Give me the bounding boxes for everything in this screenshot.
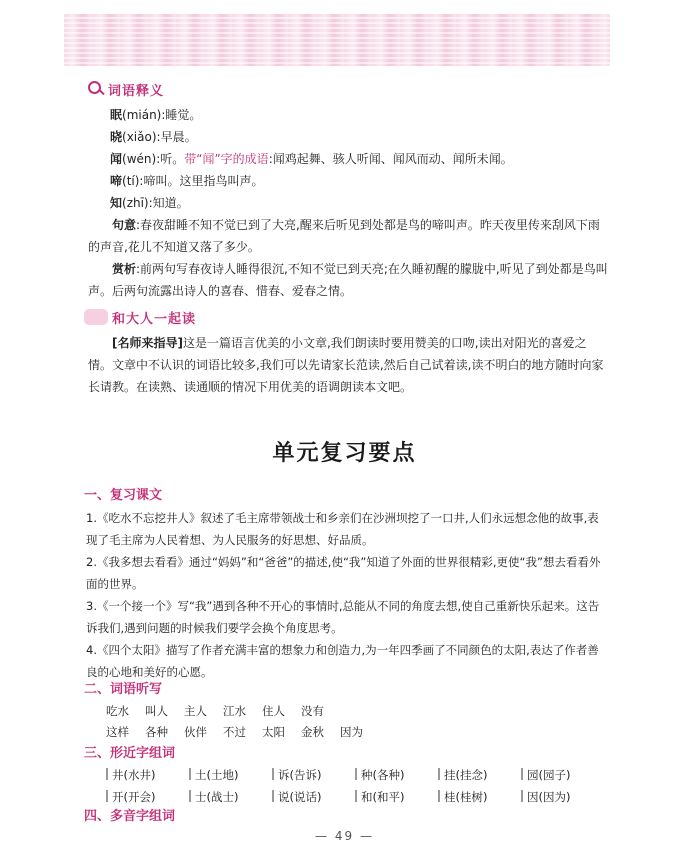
vocab-item: 眠(mián):睡觉。 <box>110 108 202 122</box>
dictation-word: 不过 <box>223 725 246 739</box>
dictation-word: 住人 <box>262 704 285 718</box>
similar-pair: 桂(桂树) <box>438 786 521 808</box>
read-section-header <box>84 308 196 326</box>
similar-row <box>106 764 604 786</box>
review-item: 1.《吃水不忘挖井人》叙述了毛主席带领战士和乡亲们在沙洲坝挖了一口井,人们永远想念他的故事,表现了毛主席为人民着想、为人民服务的好思想、好品质。 <box>86 511 599 547</box>
review-item: 2.《我多想去看看》通过“妈妈”和“爸爸”的描述,使“我”知道了外面的世界很精彩,更使“我”想去看看外面的世界。 <box>86 555 601 591</box>
vocab-list <box>110 104 610 214</box>
polyphonic-heading: 四、多音字组词 <box>84 809 176 824</box>
similar-pair: 因(因为) <box>521 786 604 808</box>
appreciation-paragraph: 赏析:前两句写春夜诗人睡得很沉,不知不觉已到天亮;在久睡初醒的朦胧中,听见了到处都是鸟叫声。后两句流露出诗人的喜春、惜春、爱春之情。 <box>88 262 608 298</box>
dictation-word: 伙伴 <box>184 725 207 739</box>
header-banner <box>64 14 610 66</box>
similar-pair: 诉(告诉) <box>272 764 355 786</box>
decor-icon <box>84 309 108 325</box>
idiom-note: 带“闻”字的成语 <box>184 152 269 166</box>
dictation-word: 太阳 <box>262 725 285 739</box>
vocab-item: 晓(xiǎo):早晨。 <box>110 130 197 144</box>
similar-pair: 井(水井) <box>106 764 189 786</box>
page-number: — 49 — <box>315 829 374 843</box>
similar-heading: 三、形近字组词 <box>84 746 176 761</box>
vocab-item: 闻(wén):听。带“闻”字的成语:闻鸡起舞、骇人听闻、闻风而动、闻所未闻。 <box>110 152 513 166</box>
vocab-item: 知(zhī):知道。 <box>110 196 189 210</box>
review-list <box>86 507 610 683</box>
similar-pair: 园(园子) <box>521 764 604 786</box>
unit-review-title: 单元复习要点 <box>272 441 417 466</box>
review-heading: 一、复习课文 <box>84 488 163 503</box>
dictation-word: 这样 <box>106 725 129 739</box>
similar-pair: 士(战士) <box>189 786 272 808</box>
similar-pair: 和(和平) <box>355 786 438 808</box>
similar-pair: 种(各种) <box>355 764 438 786</box>
dictation-word: 主人 <box>184 704 207 718</box>
similar-pair: 土(土地) <box>189 764 272 786</box>
dictation-word: 吃水 <box>106 704 129 718</box>
dictation-row <box>106 721 379 743</box>
meaning-paragraph: 句意:春夜甜睡不知不觉已到了大亮,醒来后听见到处都是鸟的啼叫声。昨天夜里传来刮风下雨的声音,花儿不知道又落了多少。 <box>88 218 600 254</box>
dictation-word: 没有 <box>301 704 324 718</box>
dictation-word: 因为 <box>340 725 363 739</box>
vocab-section-title: 词语释义 <box>108 83 165 99</box>
dictation-row <box>106 700 340 722</box>
similar-pair: 开(开会) <box>106 786 189 808</box>
similar-pair: 挂(挂念) <box>438 764 521 786</box>
dictation-word: 江水 <box>223 704 246 718</box>
dictation-word: 叫人 <box>145 704 168 718</box>
review-item: 3.《一个接一个》写“我”遇到各种不开心的事情时,总能从不同的角度去想,使自己重新快乐起来。这告诉我们,遇到问题的时候我们要学会换个角度思考。 <box>86 599 600 635</box>
read-section-title: 和大人一起读 <box>112 311 197 327</box>
guide-paragraph: [名师来指导]这是一篇语言优美的小文章,我们朗读时要用赞美的口吻,读出对阳光的喜爱之情。文章中不认识的词语比较多,我们可以先请家长范读,然后自己试着读,读不明白的地方随时向家长请教。在读熟、读通顺的情况下用优美的语调朗读本文吧。 <box>88 336 604 394</box>
review-item: 4.《四个太阳》描写了作者充满丰富的想象力和创造力,为一年四季画了不同颜色的太阳,表达了作者善良的心地和美好的心愿。 <box>86 643 599 679</box>
dictation-word: 金秋 <box>301 725 324 739</box>
dictation-heading: 二、词语听写 <box>84 682 163 697</box>
vocab-section-header <box>84 80 164 98</box>
dictation-word: 各种 <box>145 725 168 739</box>
magnifier-icon <box>84 80 104 98</box>
similar-row <box>106 786 604 808</box>
similar-pair: 说(说话) <box>272 786 355 808</box>
vocab-item: 啼(tí):啼叫。这里指鸟叫声。 <box>110 174 264 188</box>
